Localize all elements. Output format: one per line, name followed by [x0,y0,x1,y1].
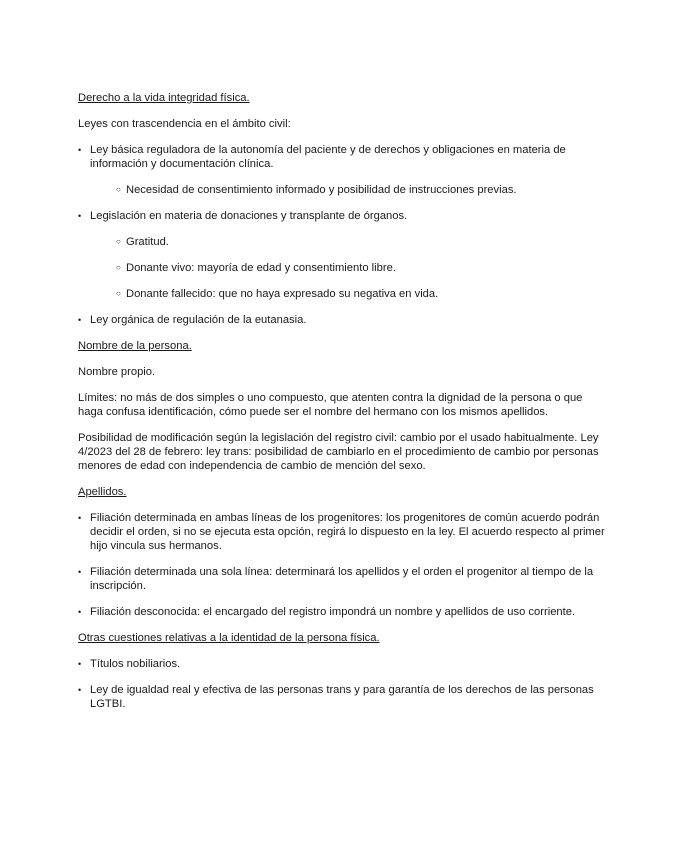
list-item: • Títulos nobiliarios. [78,657,608,671]
list-item: • Ley básica reguladora de la autonomía del paciente y de derechos y obligaciones en materia de información y documentación clínica. ○ Necesidad de consentimiento informado y posibilidad de instrucciones previas. [78,143,608,197]
document-content [78,91,608,723]
section-heading-otras-cuestiones: Otras cuestiones relativas a la identidad de la persona física. [78,632,380,644]
sub-list-item: ○ Gratitud. [90,235,608,249]
list-item: • Filiación determinada en ambas líneas de los progenitores: los progenitores de común acuerdo podrán decidir el orden, si no se ejecuta esta opción, regirá lo dispuesto en la ley. El acuerdo respecto al primer hijo vincula sus hermanos. [78,511,608,553]
paragraph: Nombre propio. [78,366,156,378]
sub-list-item: ○ Necesidad de consentimiento informado y posibilidad de instrucciones previas. [90,183,608,197]
section-intro: Leyes con trascendencia en el ámbito civil: [78,118,291,130]
paragraph: Posibilidad de modificación según la legislación del registro civil: cambio por el usado habitualmente. Ley 4/2023 del 28 de febrero: ley trans: posibilidad de cambiarlo en el procedimiento de cambio por personas menores de edad con independencia de cambio de mención del sexo. [78,432,599,472]
bullet-list-leyes [78,143,608,327]
bullet-list-otras [78,657,608,711]
sub-bullet-list [90,183,608,197]
sub-list-item: ○ Donante fallecido: que no haya expresado su negativa en vida. [90,287,608,301]
list-item: • Filiación desconocida: el encargado del registro impondrá un nombre y apellidos de uso corriente. [78,605,608,619]
list-item: • Filiación determinada una sola línea: determinará los apellidos y el orden el progenitor al tiempo de la inscripción. [78,565,608,593]
section-heading-derecho-vida: Derecho a la vida integridad física. [78,92,250,104]
list-item: • Legislación en materia de donaciones y transplante de órganos. ○ Gratitud. ○ Donante vivo: mayoría de edad y consentimiento libre. ○ Donante fallecido: que no haya expresado su negativa en vida. [78,209,608,301]
paragraph: Límites: no más de dos simples o uno compuesto, que atenten contra la dignidad de la persona o que haga confusa identificación, cómo puede ser el nombre del hermano con los mismos apellidos. [78,392,583,418]
list-item: • Ley orgánica de regulación de la eutanasia. [78,313,608,327]
section-heading-nombre: Nombre de la persona. [78,340,192,352]
sub-list-item: ○ Donante vivo: mayoría de edad y consentimiento libre. [90,261,608,275]
sub-bullet-list [90,235,608,301]
bullet-list-apellidos [78,511,608,619]
section-heading-apellidos: Apellidos. [78,486,127,498]
list-item: • Ley de igualdad real y efectiva de las personas trans y para garantía de los derechos de las personas LGTBI. [78,683,608,711]
